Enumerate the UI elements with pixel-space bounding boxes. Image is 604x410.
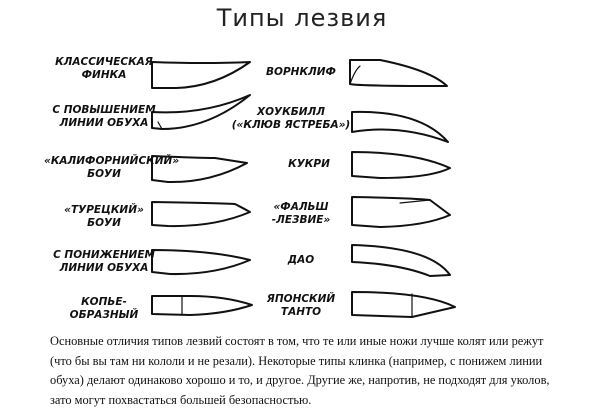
label-line2: («КЛЮВ ЯСТРЕБА») (231, 119, 351, 131)
label-line1: ЯПОНСКИЙ (266, 293, 336, 305)
blade-raised-spine-drawing (152, 95, 250, 129)
label-line1: КОПЬЕ- (81, 296, 127, 308)
label-line2: БОУИ (87, 217, 121, 229)
blade-drop-point-drawing (152, 250, 250, 274)
blade-spear-point-drawing (152, 296, 252, 315)
blade-california-bowie-drawing (152, 156, 247, 182)
label-line1: «ФАЛЬШ (273, 201, 329, 213)
label-line1: КЛАССИЧЕСКАЯ (55, 56, 153, 68)
blade-dao-drawing (352, 245, 450, 276)
blade-turkish-bowie-drawing (152, 202, 250, 226)
label-line2: ФИНКА (81, 69, 127, 81)
blade-false-edge-drawing (352, 197, 450, 227)
blade-classic-finka-drawing (152, 62, 250, 88)
page-title: Типы лезвия (216, 4, 388, 32)
label-line2: ЛИНИИ ОБУХА (59, 117, 149, 129)
label-line2: ТАНТО (280, 306, 322, 318)
label-line2: -ЛЕЗВИЕ» (271, 214, 331, 226)
description-text: Основные отличия типов лезвий состоят в том, что те или иные ножи лучше колят или режут (что бы вы там ни кололи и не резали). Некоторые типы клинка (например, с понижем линии обуха) делают одинаково хорошо и то, и другое. Другие же, напротив, не подходят для уколов, зато могут похвастаться большей безопасностью. (50, 334, 550, 407)
blade-wharncliffe-drawing (350, 60, 447, 86)
blade-hawkbill-drawing (352, 112, 448, 142)
label-line1: С ПОНИЖЕНИЕМ (53, 249, 155, 261)
blade-tanto-drawing (352, 292, 455, 317)
label-line1: «КАЛИФОРНИЙСКИЙ» (44, 155, 180, 167)
label-line2: БОУИ (87, 168, 121, 180)
blade-kukri-drawing (352, 152, 450, 178)
label-line1: ВОРНКЛИФ (266, 66, 336, 78)
label-line2: ЛИНИИ ОБУХА (59, 262, 149, 274)
label-line1: С ПОВЫШЕНИЕМ (52, 104, 156, 116)
label-line1: «ТУРЕЦКИЙ» (64, 204, 144, 216)
label-line1: ХОУКБИЛЛ (257, 106, 325, 118)
label-line1: ДАО (287, 254, 315, 266)
label-line2: ОБРАЗНЫЙ (69, 309, 139, 321)
label-line1: КУКРИ (288, 158, 330, 170)
